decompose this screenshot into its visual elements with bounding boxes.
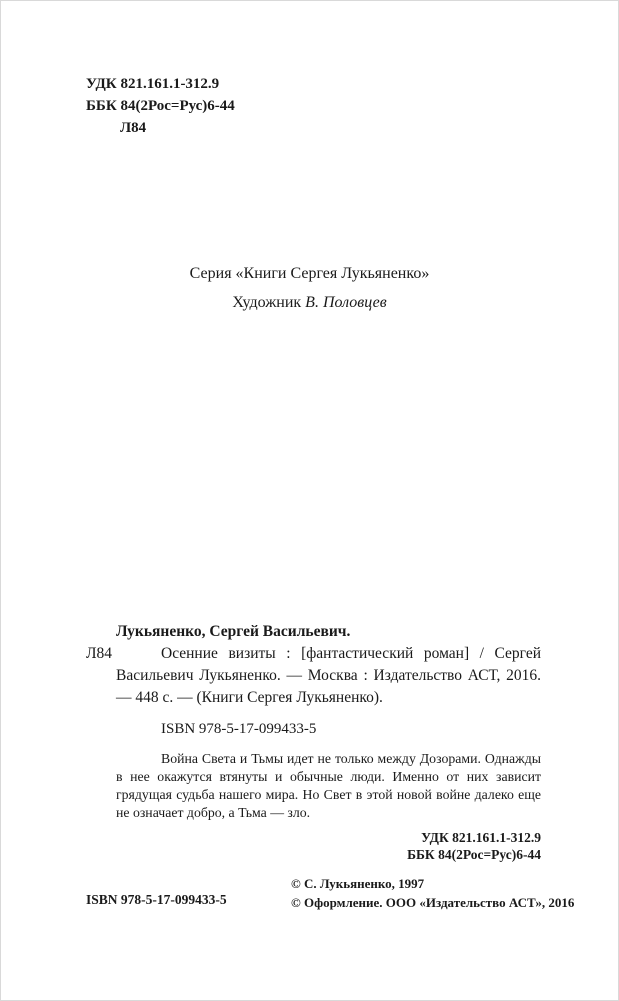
- card-description: Осенние визиты : [фантастический роман] / Сергей Васильевич Лукьяненко. — Москва : Издательство АСТ, 2016. — 448 с. — (Книги Сергея Лукьяненко).: [116, 645, 541, 706]
- card-code: Л84: [86, 645, 113, 662]
- copyright-publisher-line: © Оформление. ООО «Издательство АСТ», 2016: [291, 894, 575, 910]
- copyright-block: [291, 875, 574, 912]
- card-isbn: ISBN 978-5-17-099433-5: [161, 721, 317, 737]
- catalog-card: [86, 621, 541, 863]
- copyright-author-line: © С. Лукьяненко, 1997: [291, 876, 425, 891]
- author-sign-code: Л84: [120, 120, 147, 136]
- footer-isbn: ISBN 978-5-17-099433-5: [86, 892, 227, 907]
- artist-credit-prefix: Художник: [232, 294, 306, 311]
- imprint-codes-block: [86, 829, 541, 863]
- series-title: Серия «Книги Сергея Лукьяненко»: [189, 265, 430, 282]
- bbk-line: ББК 84(2Рос=Рус)6-44: [86, 98, 235, 114]
- card-description-row: [86, 643, 541, 709]
- classification-block: [86, 73, 235, 139]
- card-author: Лукьяненко, Сергей Васильевич.: [116, 623, 351, 640]
- card-bbk: ББК 84(2Рос=Рус)6-44: [407, 847, 541, 862]
- annotation-text: Война Света и Тьмы идет не только между Дозорами. Однажды в нее окажутся втянуты и обычные люди. Именно от них зависит грядущая судьба нашего мира. Но Свет в этой новой войне далеко еще не означает добро, а Тьма — зло.: [116, 751, 541, 820]
- artist-credit: [1, 294, 618, 312]
- card-udk: УДК 821.161.1-312.9: [421, 830, 541, 845]
- footer: [86, 875, 575, 915]
- artist-credit-name: В. Половцев: [305, 294, 387, 311]
- udk-line: УДК 821.161.1-312.9: [86, 76, 220, 92]
